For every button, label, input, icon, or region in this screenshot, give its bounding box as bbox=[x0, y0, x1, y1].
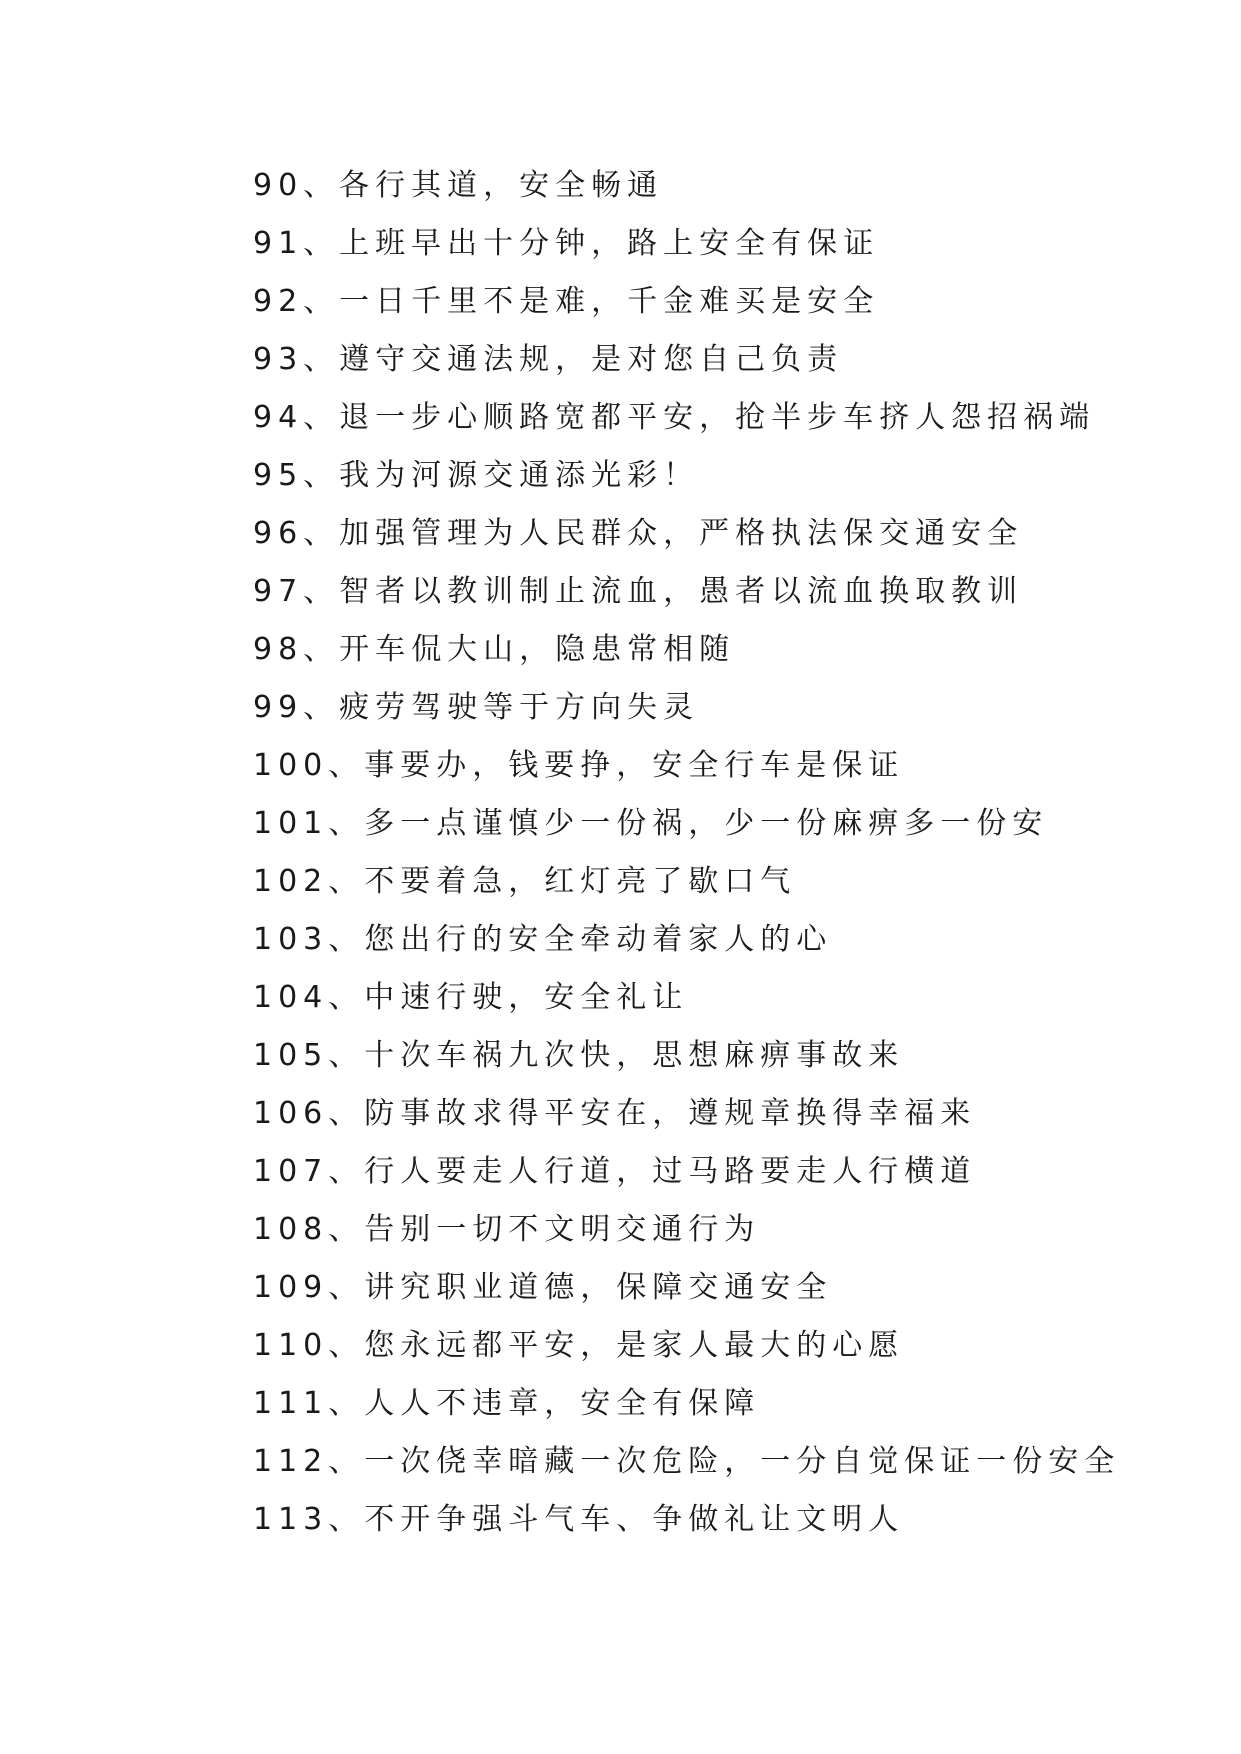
slogan-line: 92、一日千里不是难，千金难买是安全 bbox=[253, 284, 880, 319]
slogan-line: 112、一次侥幸暗藏一次危险，一分自觉保证一份安全 bbox=[253, 1444, 1121, 1479]
slogan-line: 110、您永远都平安，是家人最大的心愿 bbox=[253, 1328, 905, 1363]
slogan-line: 98、开车侃大山，隐患常相随 bbox=[253, 632, 736, 667]
slogan-line: 113、不开争强斗气车、争做礼让文明人 bbox=[253, 1502, 905, 1537]
slogan-line: 100、事要办，钱要挣，安全行车是保证 bbox=[253, 748, 905, 783]
slogan-line: 107、行人要走人行道，过马路要走人行横道 bbox=[253, 1154, 977, 1189]
slogan-line: 95、我为河源交通添光彩！ bbox=[253, 458, 700, 493]
slogan-line: 111、人人不违章，安全有保障 bbox=[253, 1386, 761, 1421]
slogan-line: 97、智者以教训制止流血，愚者以流血换取教训 bbox=[253, 574, 1024, 609]
slogan-line: 90、各行其道，安全畅通 bbox=[253, 168, 664, 203]
slogan-line: 91、上班早出十分钟，路上安全有保证 bbox=[253, 226, 880, 261]
slogan-line: 94、退一步心顺路宽都平安，抢半步车挤人怨招祸端 bbox=[253, 400, 1096, 435]
slogan-line: 99、疲劳驾驶等于方向失灵 bbox=[253, 690, 700, 725]
slogan-line: 109、讲究职业道德，保障交通安全 bbox=[253, 1270, 833, 1305]
slogan-line: 101、多一点谨慎少一份祸，少一份麻痹多一份安 bbox=[253, 806, 1049, 841]
slogan-line: 102、不要着急，红灯亮了歇口气 bbox=[253, 864, 797, 899]
slogan-list bbox=[253, 157, 1120, 1549]
slogan-line: 108、告别一切不文明交通行为 bbox=[253, 1212, 761, 1247]
slogan-line: 104、中速行驶，安全礼让 bbox=[253, 980, 689, 1015]
slogan-line: 106、防事故求得平安在，遵规章换得幸福来 bbox=[253, 1096, 977, 1131]
slogan-line: 96、加强管理为人民群众，严格执法保交通安全 bbox=[253, 516, 1024, 551]
slogan-line: 103、您出行的安全牵动着家人的心 bbox=[253, 922, 833, 957]
slogan-line: 93、遵守交通法规，是对您自己负责 bbox=[253, 342, 844, 377]
slogan-line: 105、十次车祸九次快，思想麻痹事故来 bbox=[253, 1038, 905, 1073]
